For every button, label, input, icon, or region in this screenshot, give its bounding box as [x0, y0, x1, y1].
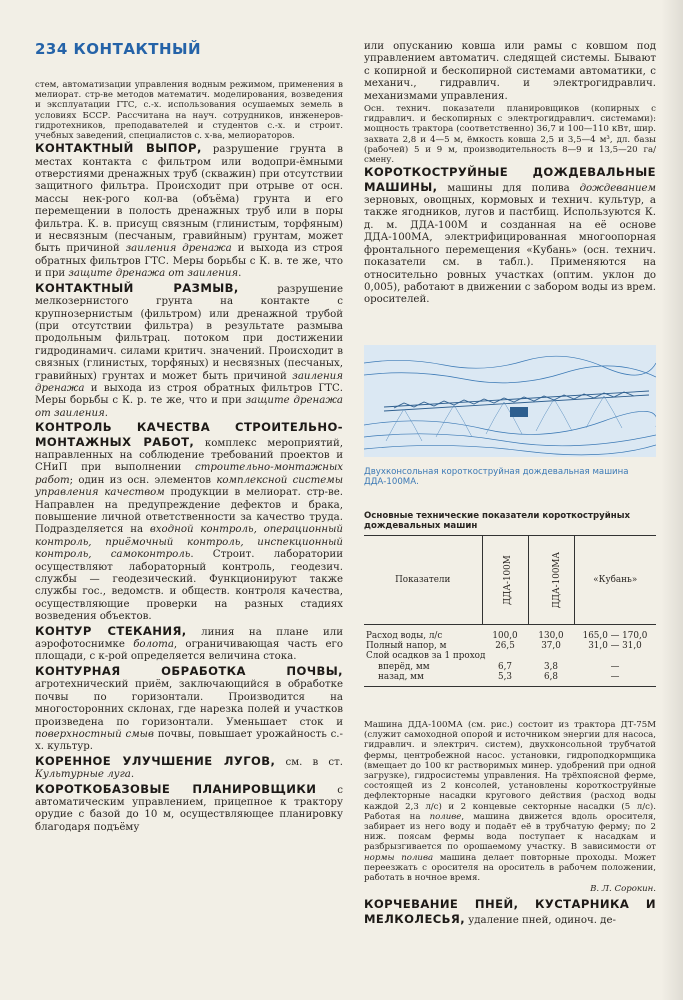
entry-text: с автоматическим управлением, прицепное к трактору орудие с базой до 10 м, осуществляющее планировку благодаря подъёму	[35, 784, 343, 833]
entry-text: и выхода из строя обратных фильтров ГТС. Меры борьбы с К. в. те же, что и при	[35, 243, 343, 280]
headword: КОРОТКОБАЗОВЫЕ ПЛАНИРОВЩИКИ	[35, 781, 317, 796]
page-header	[35, 40, 201, 58]
entry-text: удаление пней, одиноч. де-	[465, 914, 616, 926]
table-row	[364, 672, 656, 682]
entry-kontur-stekaniya	[35, 625, 343, 664]
table-cell: Полный напор, м	[366, 641, 447, 652]
entry-korotkobazovye	[35, 783, 343, 835]
entry-text: зерновых, овощных, кормовых и технич. культур, а также ягодников, лугов и пастбищ. Используются К. д. м. ДДА-100М и созданная на её основе ДДА-100МА, электрифицированная многоопорная фронтального перемещения «Кубань» (осн. технич. показатели см. в табл.). Применяются на относительно ровных участках (оптим. уклон до 0,005), работают в движении с забором воды из врем. оросителей.	[364, 195, 656, 306]
table-cell: Расход воды, л/с	[366, 631, 443, 641]
entry-text: . Строит. лаборатории осуществляют лабораторный контроль, геодезич. службы — геодезический. Функционируют также службы гос., ведомств. и обществ. контроля качества, осуществляющие проверки на разных стадиях возведения объектов.	[35, 549, 343, 623]
entry-text: .	[238, 268, 242, 280]
entry-kontaktny-razmyv	[35, 282, 343, 420]
table-cell: 5,3	[498, 671, 512, 682]
entry-text: .	[130, 769, 135, 781]
entry-text: комплекс мероприятий, направленных на соблюдение требований проектов и СНиП при выполнении	[35, 437, 343, 474]
machine-description: Машина ДДА-100МА (см. рис.) состоит из трактора ДТ-75М (служит самоходной опорой и источником энергии для насоса, гидравлич. и электрич. систем), двухконсольной трубчатой фермы, центробежной насос. установки, гидроподкормщика (вмещает до 100 кг растворимых минер. удобрений при одной загрузке), гидросистемы управления. На трёхпоясной ферме, состоящей из 2 консолей, установлены короткоструйные дефлекторные насадки кругового действия (расход воды каждой 2,3 л/с) и 2 концевые секторные насадки (5 л/с). Работая на поливе, машина движется вдоль оросителя, забирает из него воду и подаёт её в трубчатую ферму; по 2 ниж. поясам фермы вода поступает к насадкам и разбрызгивается по орошаемому участку. В зависимости от нормы полива машина делает повторные проходы. Может переезжать с оросителя на ороситель в рабочем положении, работать в ночное время.	[364, 720, 656, 884]
illustration-caption: Двухконсольная короткоструйная дождевальная машина ДДА-100МА.	[364, 467, 629, 487]
cross-reference: заиления дренажа	[35, 370, 343, 394]
entry-text: , ограничивающая часть его площади, с к-рой определяется величина стока.	[35, 639, 343, 663]
headword: КОРОТКОСТРУЙНЫЕ ДОЖДЕВАЛЬНЫЕ МАШИНЫ,	[364, 165, 656, 194]
left-column	[35, 80, 343, 835]
page-number: 234	[35, 40, 68, 58]
headword: КОРЕННОЕ УЛУЧШЕНИЕ ЛУГОВ,	[35, 753, 276, 768]
cross-reference: защите дренажа от заиления	[68, 268, 239, 280]
table-cell: 26,5	[495, 641, 515, 652]
cross-reference: заиления дренажа	[125, 243, 232, 255]
entry-kontrol-kachestva	[35, 421, 343, 624]
column-header: «Кубань»	[574, 536, 656, 625]
headword: КОНТРОЛЬ КАЧЕСТВА СТРОИТЕЛЬНО-МОНТАЖНЫХ РАБОТ,	[35, 420, 343, 449]
table-cell: 31,0 — 31,0	[588, 641, 642, 652]
entry-text: почвы, повышает урожайность с.-х. культур.	[35, 728, 343, 753]
table-cell: 165,0 — 170,0	[582, 631, 648, 641]
entry-text: агротехнический приём, заключающийся в обработке почвы по горизонтали. Производится на многосторонних склонах, где нарезка полей и участков произведена по горизонтали. Уменьшает сток и	[35, 679, 343, 728]
specs-table	[364, 535, 656, 687]
table-row	[364, 651, 656, 661]
specs-paragraph: Осн. технич. показатели планировщиков (копирных с гидравлич. и бескопирных с электрогидравлич. системами): мощность трактора (соответственно) 36,7 и 100—110 кВт, шир. захвата 2,8 и 4—5 м, ёмкость ковша 2,5 и 3,5—4 м³, дл. базы (рабочей) 5 и 9 м, производительность 8—9 и 13,5—20 га/смену.	[364, 104, 656, 166]
entry-kontaktny-vypor	[35, 142, 343, 280]
entry-text: и выхода из строя обратных фильтров ГТС. Меры борьбы с К. р. те же, что и при	[35, 382, 343, 407]
cross-reference: строительно-монтажных работ	[35, 462, 343, 486]
entry-konturnaya-obrabotka	[35, 665, 343, 754]
table-row	[364, 662, 656, 672]
continued-paragraph: или опусканию ковша или рамы с ковшом под управлением автоматич. следящей системы. Бывают с копирной и бескопирной системами автоматики, с механич., гидравлич. и электрогидравлич. механизмами управления.	[364, 41, 656, 102]
headword: КОНТАКТНЫЙ ВЫПОР,	[35, 141, 202, 156]
headword: КОНТУРНАЯ ОБРАБОТКА ПОЧВЫ,	[35, 663, 343, 678]
cross-reference: защите дренажа от заиления	[35, 395, 343, 419]
entry-text: машины для полива	[437, 182, 580, 194]
cross-reference: нормы полива	[364, 852, 434, 863]
entry-text: разрушение мелкозернистого грунта на контакте с крупнозернистым (фильтром) или дренажной трубой (при отсутствии фильтра) в результате размыва продольным фильтрац. потоком при достижении гидродинамич. силами критич. значений. Происходит в связных (глинистых, торфяных) и несвязных (песчаных, гравийных) грунтах и может быть причиной	[35, 283, 343, 382]
headword: КОНТУР СТЕКАНИЯ,	[35, 623, 187, 638]
cross-reference: Культурные луга	[35, 769, 131, 781]
entry-korennoe-uluchshenie	[35, 755, 343, 782]
table-cell: Слой осадков за 1 проход	[366, 651, 486, 662]
headword: КОРЧЕВАНИЕ ПНЕЙ, КУСТАРНИКА И МЕЛКОЛЕСЬЯ,	[364, 897, 656, 926]
author-signature: В. Л. Сорокин.	[590, 884, 656, 895]
column-header: ДДА-100МА	[528, 536, 574, 625]
table-header-row	[364, 536, 656, 625]
table-cell: назад, мм	[378, 671, 424, 682]
headword: КОНТАКТНЫЙ РАЗМЫВ,	[35, 280, 239, 295]
entry-text: см. в ст.	[275, 756, 343, 768]
table-row	[364, 631, 656, 641]
cross-reference: входной контроль, операционный контроль, приёмочный контроль, инспекционный контроль, самоконтроль	[35, 524, 343, 561]
table-cell: —	[610, 671, 620, 682]
entry-text: разрушение грунта в местах контакта с фильтром или водопри-ёмными отверстиями дренажных труб (скважин) при отсутствии защитного фильтра. Происходит при отрыве от осн. массы нек-рого кол-ва (объёма) грунта и его перемещении в полость дренажных труб или в поры фильтра. К. в. присущ связным (глинистым, торфяным) и несвязным (песчаным, гравийным) грунтам, может быть причиной	[35, 144, 343, 255]
table-cell: вперёд, мм	[378, 661, 430, 672]
entry-text: .	[104, 407, 109, 419]
table-cell: 6,7	[498, 661, 512, 672]
table-cell: 100,0	[492, 631, 518, 641]
entry-text: линия на плане или аэрофотоснимке	[35, 626, 344, 651]
entry-text: ; один из осн. элементов	[69, 474, 217, 486]
cross-reference: поверхностный смыв	[35, 728, 154, 740]
table-cell: 3,8	[544, 661, 558, 672]
entry-text: продукции в мелиорат. стр-ве. Направлен на предупреждение дефектов и брака, повышение личной ответственности за качество труда. Подразделяется на	[35, 487, 343, 536]
column-header: ДДА-100М	[482, 536, 528, 625]
cross-reference: поливе	[429, 811, 462, 822]
right-column-bottom	[364, 720, 656, 928]
table-cell: 6,8	[544, 671, 558, 682]
table-title: Основные технические показатели короткоструйных дождевальных машин	[364, 511, 631, 531]
table-cell: —	[610, 661, 620, 672]
intro-paragraph: стем, автоматизации управления водным режимом, применения в мелиорат. стр-ве методов математич. моделирования, возведения и эксплуатации ГТС, с.-х. использования осушаемых земель в условиях БССР. Рассчитана на науч. сотрудников, инженеров-гидротехников, преподавателей и студентов с.-х. и строит. учебных заведений, специалистов с. х-ва, мелиораторов.	[35, 80, 343, 142]
entry-korotkostruinye	[364, 166, 656, 306]
table-cell: 37,0	[541, 641, 561, 652]
section-title: КОНТАКТНЫЙ	[73, 40, 202, 58]
cross-reference: комплексной системы управления качеством	[35, 474, 344, 499]
right-column	[364, 41, 656, 308]
entry-korchevanie	[364, 898, 656, 927]
cross-reference: болота	[133, 639, 174, 651]
cross-reference: дождеванием	[579, 182, 656, 194]
column-header: Показатели	[364, 536, 482, 625]
sprinkler-machine-illustration	[364, 345, 656, 457]
table-row	[364, 641, 656, 651]
page-binding-shadow	[661, 0, 683, 1000]
table-cell: 130,0	[538, 631, 564, 641]
